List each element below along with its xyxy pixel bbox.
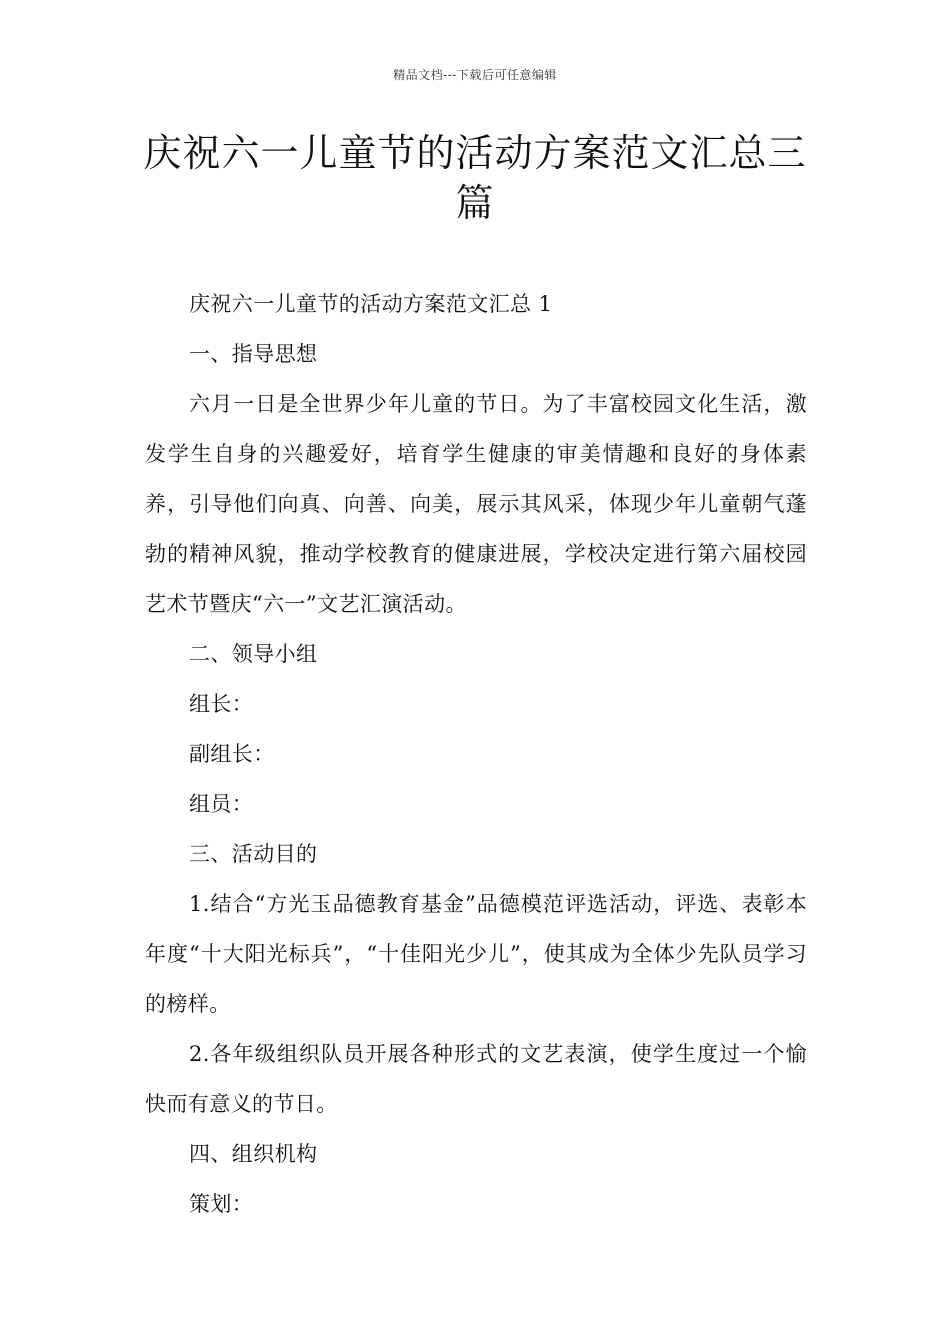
heading-guiding-ideology: 一、指导思想 [189, 342, 318, 366]
line-deputy-leader: 副组长： [189, 742, 275, 766]
paragraph-purpose-1: 1.结合“方光玉品德教育基金”品德模范评选活动，评选、表彰本年度“十大阳光标兵”，“十佳阳光少儿”，使其成为全体少先队员学习的榜样。 [145, 892, 807, 1016]
heading-activity-purpose: 三、活动目的 [189, 842, 318, 866]
line-planning: 策划： [189, 1192, 254, 1216]
header-note: 精品文档---下载后可任意编辑 [393, 68, 557, 82]
paragraph-purpose-2: 2.各年级组织队员开展各种形式的文艺表演，使学生度过一个愉快而有意义的节日。 [145, 1042, 807, 1116]
line-group-leader: 组长： [189, 692, 254, 716]
document-body [145, 279, 807, 1229]
heading-leadership-group: 二、领导小组 [189, 642, 318, 666]
heading-organization: 四、组织机构 [189, 1142, 318, 1166]
document-title: 庆祝六一儿童节的活动方案范文汇总三篇 [143, 131, 807, 225]
section-heading-1: 庆祝六一儿童节的活动方案范文汇总 1 [189, 292, 553, 316]
line-members: 组员： [189, 792, 254, 816]
paragraph-guiding-ideology: 六月一日是全世界少年儿童的节日。为了丰富校园文化生活，激发学生自身的兴趣爱好，培育学生健康的审美情趣和良好的身体素养，引导他们向真、向善、向美，展示其风采，体现少年儿童朝气蓬勃的精神风貌，推动学校教育的健康进展，学校决定进行第六届校园艺术节暨庆“六一”文艺汇演活动。 [145, 392, 807, 616]
